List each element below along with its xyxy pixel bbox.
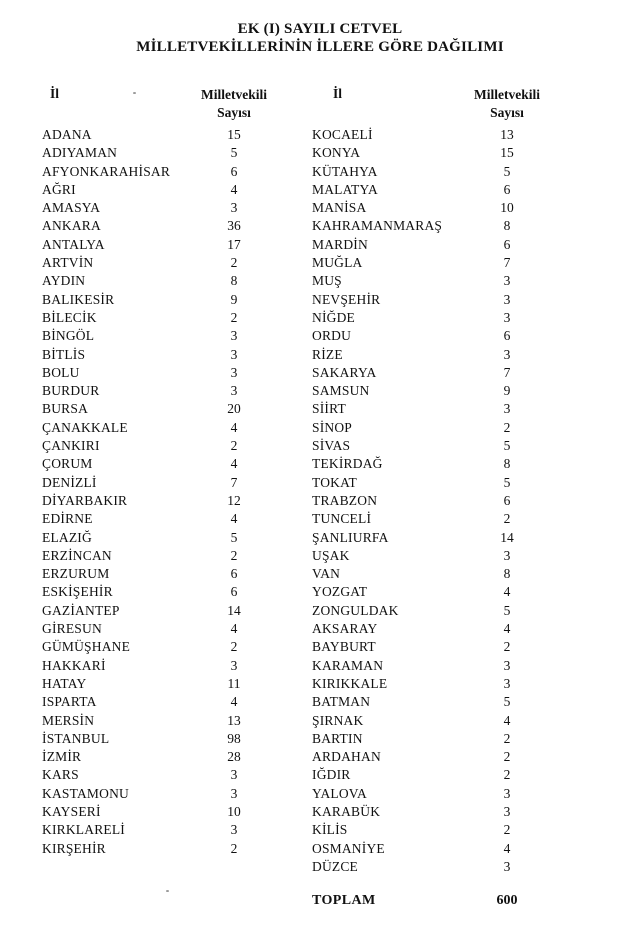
- province-name: BİTLİS: [42, 346, 86, 362]
- deputy-count: 3: [503, 346, 511, 362]
- province-name: GÜMÜŞHANE: [42, 639, 131, 655]
- province-name: KAYSERİ: [42, 803, 101, 819]
- deputy-count: 2: [230, 309, 238, 325]
- province-name: ELAZIĞ: [42, 529, 92, 545]
- province-name: MANİSA: [312, 200, 367, 216]
- deputy-count: 3: [230, 364, 238, 380]
- province-name: ZONGULDAK: [312, 602, 399, 618]
- deputy-count: 3: [503, 401, 511, 417]
- table-row: [312, 455, 544, 473]
- province-name: AFYONKARAHİSAR: [42, 163, 171, 179]
- deputy-count: 6: [503, 492, 511, 508]
- province-name: RİZE: [312, 346, 343, 362]
- table-row: [312, 858, 544, 876]
- province-name: SİNOP: [312, 419, 353, 435]
- table-row: [42, 693, 268, 711]
- province-name: İZMİR: [42, 749, 82, 765]
- province-name: EDİRNE: [42, 511, 93, 527]
- deputy-count: 3: [503, 785, 511, 801]
- table-row: [312, 181, 544, 199]
- scan-artifact: [133, 92, 136, 94]
- deputy-count: 13: [227, 712, 241, 728]
- deputy-count: 2: [503, 419, 511, 435]
- province-name: NİĞDE: [312, 309, 355, 325]
- deputy-count: 4: [230, 419, 238, 435]
- deputy-count: 3: [230, 328, 238, 344]
- deputy-count: 2: [230, 547, 238, 563]
- table-row: [42, 309, 268, 327]
- table-row: [312, 821, 544, 839]
- province-name: IĞDIR: [312, 767, 351, 783]
- deputy-count-header-line2: Sayısı: [217, 105, 251, 120]
- province-name: ADANA: [42, 127, 92, 142]
- province-name: KARAMAN: [312, 657, 384, 673]
- deputy-count: 7: [503, 255, 511, 271]
- table-row: [42, 455, 268, 473]
- table-row: [312, 748, 544, 766]
- table-row: [312, 840, 544, 858]
- deputy-count: 98: [227, 730, 241, 746]
- province-name: NEVŞEHİR: [312, 291, 381, 307]
- province-name: KIRIKKALE: [312, 675, 388, 691]
- table-row: [312, 730, 544, 748]
- province-name: BURDUR: [42, 383, 100, 399]
- table-row: [42, 181, 268, 199]
- province-name: AMASYA: [42, 200, 101, 216]
- deputy-count: 15: [227, 127, 241, 142]
- province-name: KARS: [42, 767, 79, 783]
- deputy-count: 4: [503, 712, 511, 728]
- total-value: 600: [496, 893, 518, 909]
- table-row: [42, 547, 268, 565]
- deputy-count: 2: [503, 511, 511, 527]
- province-name: KÜTAHYA: [312, 163, 378, 179]
- deputy-count-column-header: [470, 86, 544, 124]
- table-row: [312, 199, 544, 217]
- table-row: [42, 565, 268, 583]
- province-name: KONYA: [312, 145, 361, 161]
- deputy-count: 4: [503, 840, 511, 856]
- left-column-header: [42, 86, 268, 124]
- deputy-count: 4: [230, 181, 238, 197]
- province-name: KİLİS: [312, 822, 348, 838]
- province-name: DÜZCE: [312, 858, 358, 874]
- scan-artifact: [166, 890, 169, 892]
- deputy-count: 4: [503, 584, 511, 600]
- deputy-count-header-line2: Sayısı: [490, 105, 524, 120]
- province-name: ORDU: [312, 328, 352, 344]
- table-row: [312, 510, 544, 528]
- table-row: [42, 657, 268, 675]
- table-row: [42, 620, 268, 638]
- deputy-count: 14: [227, 602, 241, 618]
- total-label: TOPLAM: [312, 893, 376, 909]
- table-row: [312, 272, 544, 290]
- province-name: KARABÜK: [312, 803, 381, 819]
- deputies-table: [0, 86, 640, 910]
- deputy-count: 5: [230, 529, 238, 545]
- deputy-count: 3: [230, 822, 238, 838]
- deputy-count: 3: [503, 675, 511, 691]
- table-row: [312, 492, 544, 510]
- province-name: AĞRI: [42, 181, 76, 197]
- table-row: [312, 217, 544, 235]
- deputy-count: 5: [503, 474, 511, 490]
- province-name: ERZİNCAN: [42, 547, 112, 563]
- province-name: ARTVİN: [42, 255, 94, 271]
- deputy-count: 20: [227, 401, 241, 417]
- deputy-count: 6: [230, 163, 238, 179]
- table-row: [42, 803, 268, 821]
- deputy-count-column-header: [200, 86, 268, 124]
- table-row: [42, 272, 268, 290]
- table-row: [42, 437, 268, 455]
- table-row: [42, 144, 268, 162]
- province-name: KIRŞEHİR: [42, 840, 106, 856]
- table-row: [42, 821, 268, 839]
- province-name: BALIKESİR: [42, 291, 115, 307]
- table-row: [42, 163, 268, 181]
- province-name: GAZİANTEP: [42, 602, 120, 618]
- table-row: [312, 163, 544, 181]
- province-name: ESKİŞEHİR: [42, 584, 113, 600]
- table-row: [42, 364, 268, 382]
- deputy-count: 4: [230, 694, 238, 710]
- deputy-count: 3: [230, 383, 238, 399]
- province-name: TUNCELİ: [312, 511, 372, 527]
- deputy-count-header-line1: Milletvekili: [201, 87, 267, 102]
- deputy-count: 7: [503, 364, 511, 380]
- document-title-line1: EK (I) SAYILI CETVEL: [237, 21, 403, 37]
- province-name: ADIYAMAN: [42, 145, 118, 161]
- table-row: [312, 712, 544, 730]
- deputy-count: 12: [227, 492, 241, 508]
- table-row: [42, 840, 268, 858]
- table-row: [42, 382, 268, 400]
- table-row: [42, 602, 268, 620]
- province-column-header: İl: [50, 86, 60, 101]
- deputy-count: 10: [500, 200, 514, 216]
- province-name: KOCAELİ: [312, 127, 373, 142]
- document-title-line2: MİLLETVEKİLLERİNİN İLLERE GÖRE DAĞILIMI: [136, 39, 504, 55]
- table-row: [42, 675, 268, 693]
- table-row: [42, 327, 268, 345]
- deputy-count: 36: [227, 218, 241, 234]
- deputy-count: 6: [230, 566, 238, 582]
- table-row: [42, 766, 268, 784]
- province-name: SAMSUN: [312, 383, 370, 399]
- province-name: KASTAMONU: [42, 785, 129, 801]
- province-name: BİNGÖL: [42, 328, 95, 344]
- province-name: TOKAT: [312, 474, 358, 490]
- province-name: DENİZLİ: [42, 474, 97, 490]
- province-name: ISPARTA: [42, 694, 97, 710]
- deputy-count: 28: [227, 749, 241, 765]
- province-name: ÇANKIRI: [42, 438, 100, 454]
- table-row: [312, 309, 544, 327]
- deputy-count: 2: [503, 730, 511, 746]
- table-row: [42, 730, 268, 748]
- deputy-count: 2: [503, 767, 511, 783]
- table-row: [312, 565, 544, 583]
- deputy-count: 5: [503, 438, 511, 454]
- table-row: [312, 620, 544, 638]
- deputy-count: 9: [230, 291, 238, 307]
- table-row: [42, 126, 268, 144]
- deputy-count: 3: [503, 657, 511, 673]
- deputy-count: 5: [230, 145, 238, 161]
- deputy-count: 2: [503, 639, 511, 655]
- table-row: [312, 400, 544, 418]
- province-name: HATAY: [42, 675, 87, 691]
- province-name: UŞAK: [312, 547, 350, 563]
- province-name: AYDIN: [42, 273, 86, 289]
- deputy-count: 17: [227, 236, 241, 252]
- province-name: ÇORUM: [42, 456, 93, 472]
- table-row: [312, 327, 544, 345]
- deputy-count: 3: [503, 803, 511, 819]
- deputy-count: 14: [500, 529, 514, 545]
- table-row: [312, 291, 544, 309]
- province-name: ÇANAKKALE: [42, 419, 128, 435]
- province-name: SAKARYA: [312, 364, 377, 380]
- province-name: ARDAHAN: [312, 749, 381, 765]
- total-row: [312, 892, 544, 910]
- table-row: [42, 199, 268, 217]
- deputy-count: 3: [230, 657, 238, 673]
- table-row: [312, 346, 544, 364]
- table-row: [312, 547, 544, 565]
- deputy-count: 2: [230, 639, 238, 655]
- table-row: [312, 657, 544, 675]
- deputy-count: 4: [503, 621, 511, 637]
- deputy-count: 3: [503, 291, 511, 307]
- table-row: [312, 638, 544, 656]
- deputy-count: 7: [230, 474, 238, 490]
- table-row: [42, 291, 268, 309]
- deputy-count: 5: [503, 694, 511, 710]
- table-row: [312, 382, 544, 400]
- deputy-count: 9: [503, 383, 511, 399]
- deputy-count: 3: [503, 273, 511, 289]
- province-name: BİLECİK: [42, 309, 97, 325]
- deputy-count: 10: [227, 803, 241, 819]
- province-name: YOZGAT: [312, 584, 368, 600]
- deputy-count: 8: [503, 456, 511, 472]
- table-row: [312, 364, 544, 382]
- deputy-count: 8: [230, 273, 238, 289]
- table-row: [312, 474, 544, 492]
- table-row: [312, 529, 544, 547]
- table-row: [312, 675, 544, 693]
- table-row: [312, 419, 544, 437]
- table-row: [42, 529, 268, 547]
- province-name: ŞIRNAK: [312, 712, 364, 728]
- table-row: [312, 766, 544, 784]
- right-column-header: [312, 86, 544, 124]
- province-name: ERZURUM: [42, 566, 110, 582]
- province-name: ANKARA: [42, 218, 101, 234]
- deputy-count: 2: [503, 822, 511, 838]
- deputy-count: 5: [503, 602, 511, 618]
- deputy-count: 6: [503, 181, 511, 197]
- right-column-rows: [312, 126, 544, 876]
- table-row: [312, 254, 544, 272]
- table-row: [42, 236, 268, 254]
- table-row: [42, 254, 268, 272]
- province-name: AKSARAY: [312, 621, 378, 637]
- table-row: [42, 419, 268, 437]
- table-row: [42, 474, 268, 492]
- province-name: KAHRAMANMARAŞ: [312, 218, 443, 234]
- deputy-count: 2: [230, 255, 238, 271]
- table-row: [312, 236, 544, 254]
- province-name: BOLU: [42, 364, 80, 380]
- province-name: ANTALYA: [42, 236, 105, 252]
- table-row: [42, 510, 268, 528]
- deputy-count: 3: [230, 785, 238, 801]
- deputy-count: 8: [503, 218, 511, 234]
- province-name: TRABZON: [312, 492, 378, 508]
- table-row: [42, 748, 268, 766]
- province-name: VAN: [312, 566, 341, 582]
- province-name: ŞANLIURFA: [312, 529, 389, 545]
- table-row: [42, 346, 268, 364]
- left-column-rows: [42, 126, 268, 858]
- province-name: SİİRT: [312, 401, 346, 417]
- province-name: MUĞLA: [312, 255, 363, 271]
- table-row: [42, 400, 268, 418]
- province-name: SİVAS: [312, 438, 351, 454]
- deputy-count: 5: [503, 163, 511, 179]
- province-name: MERSİN: [42, 712, 95, 728]
- table-row: [312, 785, 544, 803]
- table-row: [42, 217, 268, 235]
- table-row: [42, 492, 268, 510]
- province-name: BURSA: [42, 401, 89, 417]
- deputy-count: 2: [503, 749, 511, 765]
- table-left-column: [42, 86, 268, 910]
- deputy-count: 3: [230, 200, 238, 216]
- deputy-count: 3: [230, 346, 238, 362]
- province-name: DİYARBAKIR: [42, 492, 128, 508]
- deputy-count: 11: [227, 675, 241, 691]
- province-name: İSTANBUL: [42, 730, 110, 746]
- table-row: [312, 126, 544, 144]
- table-row: [42, 785, 268, 803]
- deputy-count: 4: [230, 511, 238, 527]
- deputy-count: 3: [230, 767, 238, 783]
- province-name: MUŞ: [312, 273, 342, 289]
- province-name: TEKİRDAĞ: [312, 456, 383, 472]
- province-name: YALOVA: [312, 785, 367, 801]
- table-row: [312, 437, 544, 455]
- table-row: [312, 693, 544, 711]
- table-row: [42, 638, 268, 656]
- deputy-count: 3: [503, 858, 511, 874]
- deputy-count: 6: [503, 328, 511, 344]
- deputy-count: 6: [230, 584, 238, 600]
- deputy-count: 3: [503, 547, 511, 563]
- deputy-count: 2: [230, 840, 238, 856]
- province-name: MALATYA: [312, 181, 378, 197]
- province-name: BATMAN: [312, 694, 371, 710]
- deputy-count: 15: [500, 145, 514, 161]
- province-name: KIRKLARELİ: [42, 822, 125, 838]
- province-name: BAYBURT: [312, 639, 376, 655]
- province-name: GİRESUN: [42, 621, 102, 637]
- deputy-count: 6: [503, 236, 511, 252]
- document-title: [0, 0, 640, 56]
- province-name: MARDİN: [312, 236, 368, 252]
- deputy-count: 4: [230, 621, 238, 637]
- table-row: [42, 712, 268, 730]
- table-row: [312, 144, 544, 162]
- deputy-count: 3: [503, 309, 511, 325]
- table-row: [312, 602, 544, 620]
- deputy-count-header-line1: Milletvekili: [474, 87, 540, 102]
- deputy-count: 4: [230, 456, 238, 472]
- table-right-column: [312, 86, 544, 910]
- province-name: BARTIN: [312, 730, 363, 746]
- table-row: [312, 803, 544, 821]
- province-name: HAKKARİ: [42, 657, 106, 673]
- table-row: [42, 583, 268, 601]
- deputy-count: 8: [503, 566, 511, 582]
- deputy-count: 2: [230, 438, 238, 454]
- province-column-header: İl: [333, 86, 343, 101]
- province-name: OSMANİYE: [312, 840, 385, 856]
- deputy-count: 13: [500, 127, 514, 142]
- table-row: [312, 583, 544, 601]
